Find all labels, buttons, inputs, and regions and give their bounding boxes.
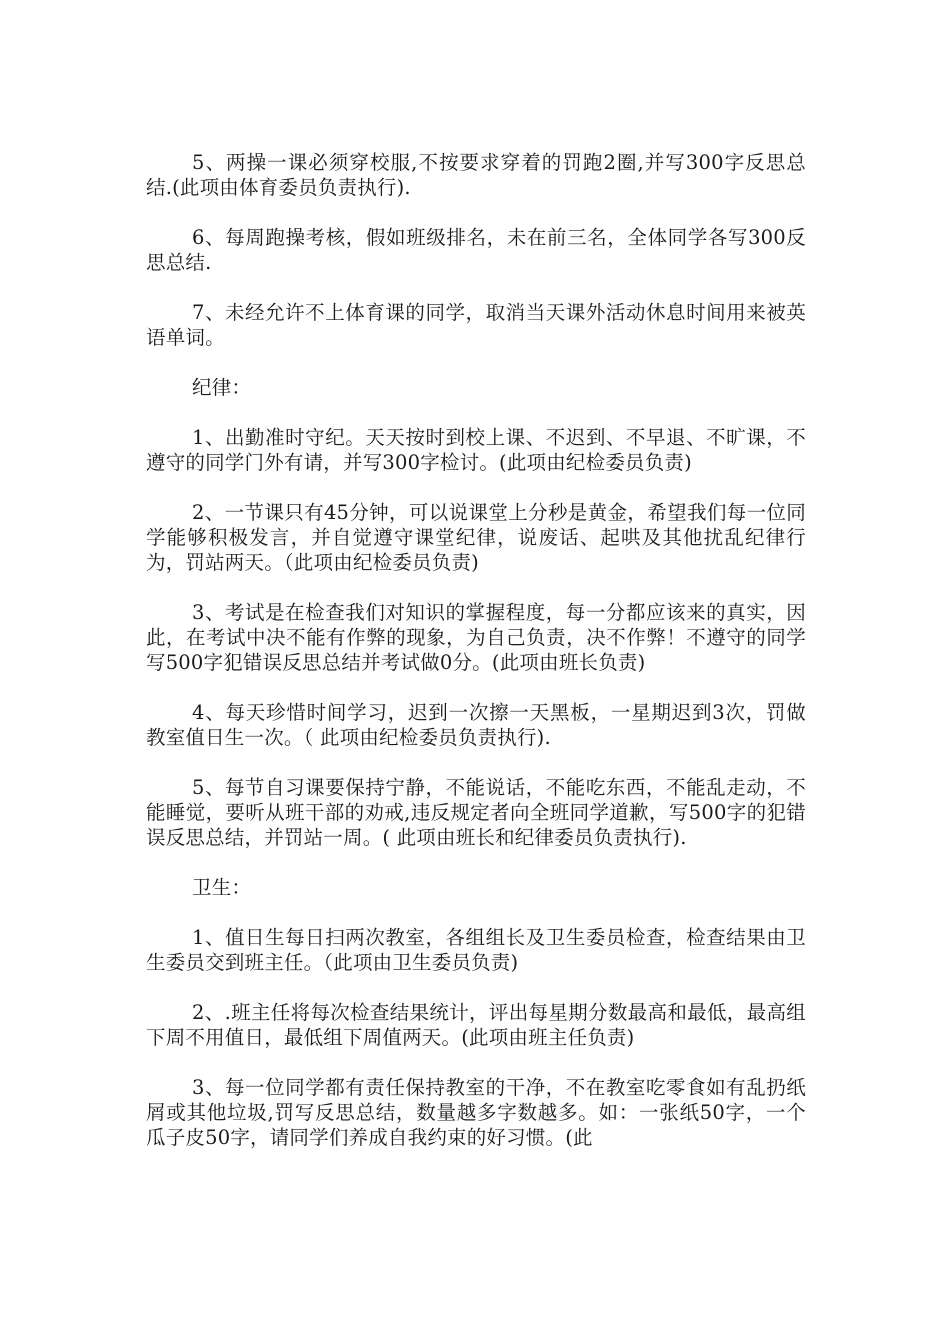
rule-paragraph: 3、考试是在检查我们对知识的掌握程度，每一分都应该来的真实，因此，在考试中决不能有作弊的现象，为自己负责，决不作弊！不遵守的同学写500字犯错误反思总结并考试做0分。(此项由班长负责) — [146, 601, 806, 674]
rule-paragraph: 5、每节自习课要保持宁静，不能说话，不能吃东西，不能乱走动，不能睡觉，要听从班干部的劝戒,违反规定者向全班同学道歉，写500字的犯错误反思总结，并罚站一周。( 此项由班长和纪律委员负责执行). — [146, 776, 806, 849]
rule-paragraph: 2、一节课只有45分钟，可以说课堂上分秒是黄金，希望我们每一位同学能够积极发言，并自觉遵守课堂纪律，说废话、起哄及其他扰乱纪律行为，罚站两天。（此项由纪检委员负责) — [146, 501, 806, 574]
rule-paragraph: 1、值日生每日扫两次教室，各组组长及卫生委员检查，检查结果由卫生委员交到班主任。（此项由卫生委员负责) — [146, 926, 806, 974]
rule-paragraph: 2、.班主任将每次检查结果统计，评出每星期分数最高和最低，最高组下周不用值日，最低组下周值两天。(此项由班主任负责) — [146, 1001, 806, 1049]
rule-paragraph: 1、出勤准时守纪。天天按时到校上课、不迟到、不早退、不旷课，不遵守的同学门外有请，并写300字检讨。(此项由纪检委员负责) — [146, 426, 806, 474]
rule-paragraph: 6、每周跑操考核，假如班级排名，未在前三名，全体同学各写300反思总结. — [146, 226, 806, 274]
rule-paragraph: 7、未经允许不上体育课的同学，取消当天课外活动休息时间用来被英语单词。 — [146, 301, 806, 349]
section-heading-discipline: 纪律： — [192, 376, 252, 399]
section-heading-hygiene: 卫生： — [192, 876, 252, 899]
document-body — [146, 150, 806, 1175]
rule-paragraph: 3、每一位同学都有责任保持教室的干净，不在教室吃零食如有乱扔纸屑或其他垃圾,罚写反思总结，数量越多字数越多。如：一张纸50字，一个瓜子皮50字，请同学们养成自我约束的好习惯。(此 — [146, 1076, 806, 1149]
rule-paragraph: 4、每天珍惜时间学习，迟到一次擦一天黑板，一星期迟到3次，罚做教室值日生一次。（ 此项由纪检委员负责执行). — [146, 701, 806, 749]
rule-paragraph: 5、两操一课必须穿校服,不按要求穿着的罚跑2圈,并写300字反思总结.(此项由体育委员负责执行). — [146, 151, 806, 199]
